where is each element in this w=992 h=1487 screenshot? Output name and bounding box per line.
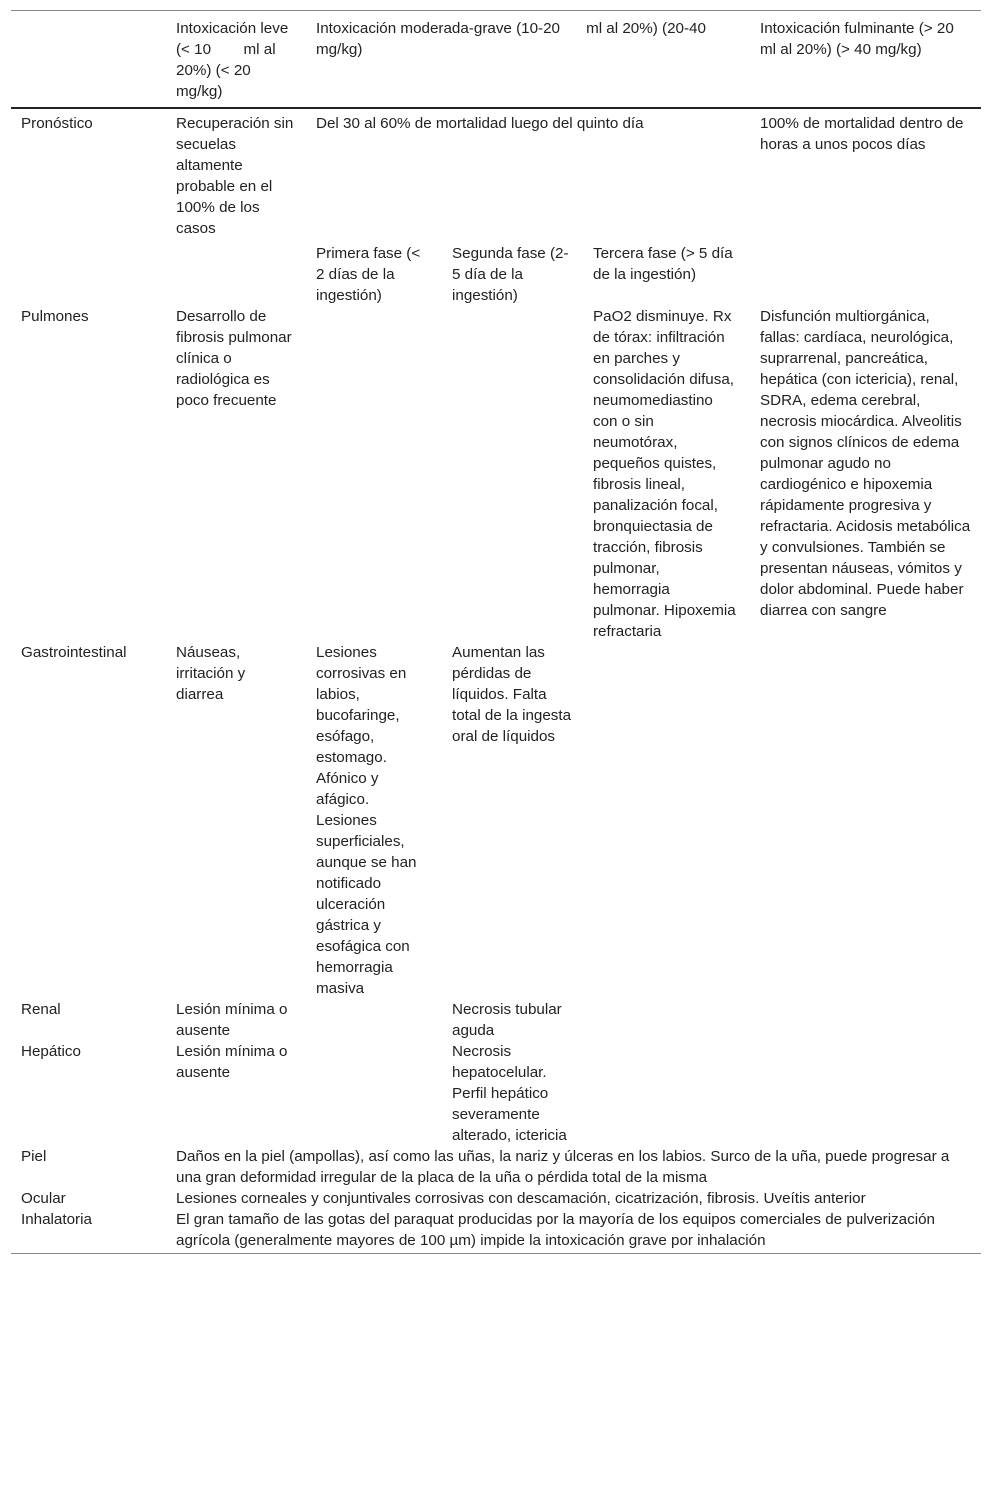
table-row-hepatico [11,1041,981,1146]
cell-renal-leve: Lesión mínima o ausente [176,1001,288,1039]
row-label-renal: Renal [21,1001,61,1018]
fases-empty-label [11,239,166,306]
table-row-pronostico [11,108,981,239]
cell-hepatico-fase2: Necrosis hepatocelular. Perfil hepático severamente alterado, ictericia [452,1043,567,1144]
row-label-inhalatoria: Inhalatoria [21,1211,92,1228]
cell-fase-segunda: Segunda fase (2-5 día de la ingestión) [452,245,569,304]
table-row-gastrointestinal [11,642,981,999]
table-row-inhalatoria [11,1209,981,1254]
cell-hepatico-leve: Lesión mínima o ausente [176,1043,288,1081]
fases-empty-leve [166,239,306,306]
cell-fase-primera: Primera fase (< 2 días de la ingestión) [316,245,421,304]
cell-pulmones-fase1 [306,306,442,642]
toxicity-table-container [11,10,981,1254]
row-label-hepatico: Hepático [21,1043,81,1060]
table-row-fases [11,239,981,306]
cell-renal-fase1 [306,999,442,1041]
cell-piel-text: Daños en la piel (ampollas), así como las uñas, la nariz y úlceras en los labios. Surco de la uña, puede progresar a una gran deformidad irregular de la placa de la uña o pérdida total de la misma [176,1148,950,1186]
cell-pulmones-fase3: PaO2 disminuye. Rx de tórax: infiltración en parches y consolidación difusa, neumomediastino con o sin neumotórax, pequeños quistes, fibrosis lineal, panalización focal, bronquiectasia de tracción, fibrosis pulmonar, hemorragia pulmonar. Hipoxemia refractaria [593,308,736,640]
cell-renal-fase2: Necrosis tubular aguda [452,1001,562,1039]
cell-hepatico-fase1 [306,1041,442,1146]
header-empty-cell [11,11,166,109]
cell-gastro-leve: Náuseas, irritación y diarrea [176,644,246,703]
row-label-pulmones: Pulmones [21,308,89,325]
cell-hepatico-fase3 [583,1041,750,1146]
cell-pulmones-fase2 [442,306,583,642]
table-row-pulmones [11,306,981,642]
table-header-row [11,11,981,109]
cell-ocular-text: Lesiones corneales y conjuntivales corrosivas con descamación, cicatrización, fibrosis. Uveítis anterior [176,1190,866,1207]
row-label-pronostico: Pronóstico [21,115,93,132]
row-label-ocular: Ocular [21,1190,66,1207]
cell-pronostico-leve: Recuperación sin secuelas altamente probable en el 100% de los casos [176,115,294,237]
fases-empty-fulminante [750,239,981,306]
cell-gastro-fulminante [750,642,981,999]
table-row-ocular [11,1188,981,1209]
cell-hepatico-fulminante [750,1041,981,1146]
table-row-piel [11,1146,981,1188]
cell-pulmones-leve: Desarrollo de fibrosis pulmonar clínica o radiológica es poco frecuente [176,308,292,409]
header-fulminante: Intoxicación fulminante (> 20 ml al 20%) (> 40 mg/kg) [760,20,963,58]
cell-pulmones-fulminante: Disfunción multiorgánica, fallas: cardíaca, neurológica, suprarrenal, pancreática, hepática (con ictericia), renal, SDRA, edema cerebral, necrosis miocárdica. Alveolitis con signos clínicos de edema pulmonar agudo no cardiogénico e hipoxemia rápidamente progresiva y refractaria. Acidosis metabólica y convulsiones. También se presentan náuseas, vómitos y dolor abdominal. Puede haber diarrea con sangre [760,308,971,619]
cell-gastro-fase2: Aumentan las pérdidas de líquidos. Falta total de la ingesta oral de líquidos [452,644,572,745]
header-moderada-grave: Intoxicación moderada-grave (10-20 ml al 20%) (20-40 mg/kg) [316,20,711,58]
cell-pronostico-moderada: Del 30 al 60% de mortalidad luego del quinto día [316,115,644,132]
cell-inhalatoria-text: El gran tamaño de las gotas del paraquat producidas por la mayoría de los equipos comerciales de pulverización agrícola (generalmente mayores de 100 µm) impide la intoxicación grave por inhalación [176,1211,935,1249]
row-label-gastrointestinal: Gastrointestinal [21,644,127,661]
cell-gastro-fase3 [583,642,750,999]
cell-pronostico-fulminante: 100% de mortalidad dentro de horas a unos pocos días [760,115,964,153]
cell-fase-tercera: Tercera fase (> 5 día de la ingestión) [593,245,733,283]
cell-renal-fulminante [750,999,981,1041]
cell-gastro-fase1: Lesiones corrosivas en labios, bucofaringe, esófago, estomago. Afónico y afágico. Lesiones superficiales, aunque se han notificado ulceración gástrica y esofágica con hemorragia masiva [316,644,417,997]
header-leve: Intoxicación leve (< 10 ml al 20%) (< 20 mg/kg) [176,20,293,100]
cell-renal-fase3 [583,999,750,1041]
table-row-renal [11,999,981,1041]
paraquat-intoxication-table [11,10,981,1254]
row-label-piel: Piel [21,1148,47,1165]
